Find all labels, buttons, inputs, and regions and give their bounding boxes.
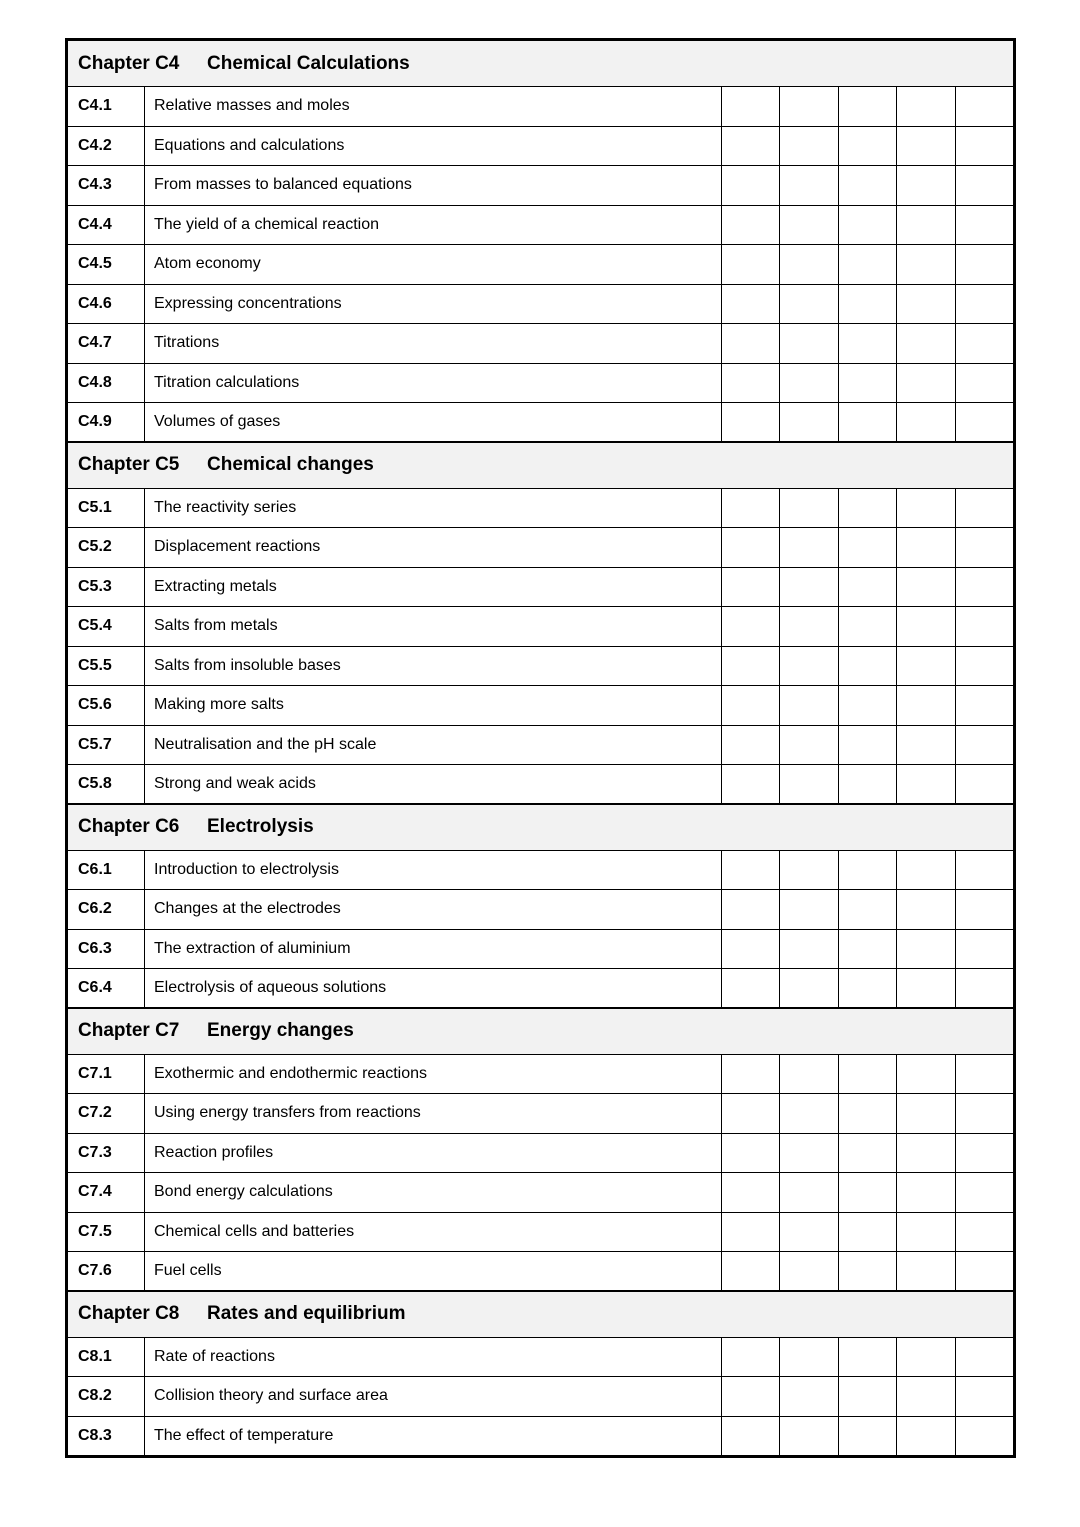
check-box-2[interactable] <box>780 969 838 1009</box>
topic-code: C4.2 <box>68 126 145 166</box>
check-box-5[interactable] <box>955 686 1013 726</box>
check-box-1[interactable] <box>722 1252 780 1292</box>
chapter-code: Chapter C6 <box>78 816 180 838</box>
check-box-3[interactable] <box>838 850 896 890</box>
check-box-4[interactable] <box>897 567 955 607</box>
check-box-4[interactable] <box>897 403 955 443</box>
chapter-header-row <box>68 41 1014 87</box>
check-box-5[interactable] <box>955 1377 1013 1417</box>
topic-code: C6.2 <box>68 890 145 930</box>
check-box-4[interactable] <box>897 725 955 765</box>
chapter-header <box>68 804 1014 850</box>
check-box-5[interactable] <box>955 324 1013 364</box>
topic-title: Expressing concentrations <box>145 284 722 324</box>
topic-code: C5.4 <box>68 607 145 647</box>
check-box-1[interactable] <box>722 363 780 403</box>
check-box-1[interactable] <box>722 1054 780 1094</box>
check-box-1[interactable] <box>722 324 780 364</box>
table-row <box>68 850 1014 890</box>
checklist-table <box>67 40 1014 1456</box>
check-box-3[interactable] <box>838 87 896 127</box>
check-box-3[interactable] <box>838 1133 896 1173</box>
table-row <box>68 363 1014 403</box>
chapter-header-row <box>68 1008 1014 1054</box>
topic-title: Extracting metals <box>145 567 722 607</box>
check-box-2[interactable] <box>780 1133 838 1173</box>
check-box-4[interactable] <box>897 1337 955 1377</box>
table-row <box>68 126 1014 166</box>
topic-code: C7.3 <box>68 1133 145 1173</box>
table-row <box>68 166 1014 206</box>
check-box-3[interactable] <box>838 1337 896 1377</box>
check-box-2[interactable] <box>780 607 838 647</box>
topic-code: C4.1 <box>68 87 145 127</box>
topic-code: C5.6 <box>68 686 145 726</box>
chapter-title: Chemical Calculations <box>207 52 410 74</box>
check-box-4[interactable] <box>897 1252 955 1292</box>
check-box-3[interactable] <box>838 403 896 443</box>
check-box-1[interactable] <box>722 1377 780 1417</box>
check-box-2[interactable] <box>780 1054 838 1094</box>
check-box-2[interactable] <box>780 488 838 528</box>
table-row <box>68 87 1014 127</box>
topic-title: Titrations <box>145 324 722 364</box>
check-box-5[interactable] <box>955 1252 1013 1292</box>
topic-code: C5.8 <box>68 765 145 805</box>
topic-code: C7.6 <box>68 1252 145 1292</box>
topic-title: Collision theory and surface area <box>145 1377 722 1417</box>
check-box-4[interactable] <box>897 1133 955 1173</box>
topic-title: Strong and weak acids <box>145 765 722 805</box>
table-row <box>68 1377 1014 1417</box>
topic-code: C4.8 <box>68 363 145 403</box>
topic-title: Salts from metals <box>145 607 722 647</box>
check-box-3[interactable] <box>838 166 896 206</box>
check-box-1[interactable] <box>722 1173 780 1213</box>
check-box-3[interactable] <box>838 1377 896 1417</box>
chapter-header <box>68 41 1014 87</box>
check-box-5[interactable] <box>955 166 1013 206</box>
check-box-5[interactable] <box>955 87 1013 127</box>
check-box-1[interactable] <box>722 850 780 890</box>
check-box-2[interactable] <box>780 1377 838 1417</box>
check-box-4[interactable] <box>897 166 955 206</box>
check-box-3[interactable] <box>838 488 896 528</box>
check-box-2[interactable] <box>780 284 838 324</box>
check-box-4[interactable] <box>897 1377 955 1417</box>
check-box-3[interactable] <box>838 607 896 647</box>
check-box-5[interactable] <box>955 403 1013 443</box>
check-box-1[interactable] <box>722 245 780 285</box>
chapter-title: Energy changes <box>207 1020 354 1042</box>
topic-code: C5.1 <box>68 488 145 528</box>
check-box-4[interactable] <box>897 646 955 686</box>
check-box-4[interactable] <box>897 1094 955 1134</box>
table-row <box>68 1212 1014 1252</box>
check-box-3[interactable] <box>838 1252 896 1292</box>
table-row <box>68 646 1014 686</box>
chapter-header <box>68 1008 1014 1054</box>
chapter-title: Rates and equilibrium <box>207 1303 406 1325</box>
table-row <box>68 488 1014 528</box>
check-box-2[interactable] <box>780 567 838 607</box>
topic-code: C4.7 <box>68 324 145 364</box>
check-box-4[interactable] <box>897 969 955 1009</box>
check-box-2[interactable] <box>780 324 838 364</box>
topic-title: Rate of reactions <box>145 1337 722 1377</box>
topic-code: C7.2 <box>68 1094 145 1134</box>
check-box-1[interactable] <box>722 725 780 765</box>
chapter-code: Chapter C7 <box>78 1020 180 1042</box>
topic-code: C4.4 <box>68 205 145 245</box>
topic-code: C8.2 <box>68 1377 145 1417</box>
check-box-5[interactable] <box>955 1054 1013 1094</box>
check-box-1[interactable] <box>722 890 780 930</box>
check-box-5[interactable] <box>955 1416 1013 1456</box>
check-box-1[interactable] <box>722 1094 780 1134</box>
check-box-1[interactable] <box>722 686 780 726</box>
check-box-5[interactable] <box>955 126 1013 166</box>
check-box-4[interactable] <box>897 765 955 805</box>
check-box-1[interactable] <box>722 765 780 805</box>
topic-code: C5.5 <box>68 646 145 686</box>
check-box-4[interactable] <box>897 850 955 890</box>
topic-code: C5.2 <box>68 528 145 568</box>
check-box-1[interactable] <box>722 126 780 166</box>
topic-title: Making more salts <box>145 686 722 726</box>
check-box-5[interactable] <box>955 567 1013 607</box>
topic-title: Electrolysis of aqueous solutions <box>145 969 722 1009</box>
chapter-header <box>68 442 1014 488</box>
check-box-3[interactable] <box>838 528 896 568</box>
check-box-3[interactable] <box>838 1094 896 1134</box>
check-box-4[interactable] <box>897 890 955 930</box>
check-box-3[interactable] <box>838 205 896 245</box>
check-box-1[interactable] <box>722 969 780 1009</box>
check-box-4[interactable] <box>897 87 955 127</box>
check-box-3[interactable] <box>838 725 896 765</box>
check-box-1[interactable] <box>722 488 780 528</box>
check-box-3[interactable] <box>838 1173 896 1213</box>
check-box-1[interactable] <box>722 567 780 607</box>
check-box-1[interactable] <box>722 528 780 568</box>
chapter-title: Electrolysis <box>207 816 314 838</box>
check-box-2[interactable] <box>780 929 838 969</box>
topic-code: C7.1 <box>68 1054 145 1094</box>
check-box-4[interactable] <box>897 929 955 969</box>
topic-code: C8.3 <box>68 1416 145 1456</box>
chapter-header-row <box>68 442 1014 488</box>
check-box-5[interactable] <box>955 725 1013 765</box>
check-box-1[interactable] <box>722 166 780 206</box>
topic-title: Fuel cells <box>145 1252 722 1292</box>
topic-title: Salts from insoluble bases <box>145 646 722 686</box>
check-box-2[interactable] <box>780 87 838 127</box>
table-row <box>68 607 1014 647</box>
topic-title: The reactivity series <box>145 488 722 528</box>
table-row <box>68 245 1014 285</box>
check-box-4[interactable] <box>897 686 955 726</box>
check-box-5[interactable] <box>955 245 1013 285</box>
check-box-4[interactable] <box>897 488 955 528</box>
topic-title: Bond energy calculations <box>145 1173 722 1213</box>
check-box-3[interactable] <box>838 969 896 1009</box>
check-box-2[interactable] <box>780 205 838 245</box>
check-box-3[interactable] <box>838 646 896 686</box>
check-box-2[interactable] <box>780 403 838 443</box>
check-box-5[interactable] <box>955 1133 1013 1173</box>
check-box-2[interactable] <box>780 1094 838 1134</box>
chapter-code: Chapter C4 <box>78 52 180 74</box>
check-box-5[interactable] <box>955 765 1013 805</box>
table-row <box>68 567 1014 607</box>
topic-code: C4.6 <box>68 284 145 324</box>
topic-code: C7.5 <box>68 1212 145 1252</box>
topic-code: C6.4 <box>68 969 145 1009</box>
check-box-4[interactable] <box>897 1416 955 1456</box>
topic-title: Exothermic and endothermic reactions <box>145 1054 722 1094</box>
topic-title: Using energy transfers from reactions <box>145 1094 722 1134</box>
topic-code: C4.3 <box>68 166 145 206</box>
check-box-4[interactable] <box>897 284 955 324</box>
check-box-2[interactable] <box>780 1416 838 1456</box>
table-row <box>68 1416 1014 1456</box>
table-row <box>68 528 1014 568</box>
table-row <box>68 205 1014 245</box>
topic-title: Reaction profiles <box>145 1133 722 1173</box>
check-box-2[interactable] <box>780 1173 838 1213</box>
topic-title: Changes at the electrodes <box>145 890 722 930</box>
check-box-1[interactable] <box>722 929 780 969</box>
topic-title: From masses to balanced equations <box>145 166 722 206</box>
topic-title: Atom economy <box>145 245 722 285</box>
check-box-3[interactable] <box>838 929 896 969</box>
check-box-5[interactable] <box>955 1094 1013 1134</box>
topic-code: C8.1 <box>68 1337 145 1377</box>
check-box-2[interactable] <box>780 765 838 805</box>
chapter-header-row <box>68 804 1014 850</box>
check-box-3[interactable] <box>838 1416 896 1456</box>
check-box-1[interactable] <box>722 1416 780 1456</box>
topic-title: The yield of a chemical reaction <box>145 205 722 245</box>
check-box-5[interactable] <box>955 607 1013 647</box>
topic-title: The effect of temperature <box>145 1416 722 1456</box>
check-box-2[interactable] <box>780 890 838 930</box>
check-box-4[interactable] <box>897 245 955 285</box>
check-box-5[interactable] <box>955 646 1013 686</box>
topic-title: The extraction of aluminium <box>145 929 722 969</box>
check-box-2[interactable] <box>780 1212 838 1252</box>
check-box-3[interactable] <box>838 890 896 930</box>
topic-title: Neutralisation and the pH scale <box>145 725 722 765</box>
table-row <box>68 403 1014 443</box>
check-box-5[interactable] <box>955 850 1013 890</box>
check-box-5[interactable] <box>955 969 1013 1009</box>
topic-title: Titration calculations <box>145 363 722 403</box>
check-box-2[interactable] <box>780 363 838 403</box>
table-row <box>68 725 1014 765</box>
chapter-header-row <box>68 1291 1014 1337</box>
check-box-2[interactable] <box>780 166 838 206</box>
check-box-1[interactable] <box>722 646 780 686</box>
chapter-code: Chapter C5 <box>78 454 180 476</box>
topic-code: C6.1 <box>68 850 145 890</box>
table-row <box>68 686 1014 726</box>
check-box-1[interactable] <box>722 403 780 443</box>
check-box-5[interactable] <box>955 1173 1013 1213</box>
check-box-5[interactable] <box>955 284 1013 324</box>
check-box-2[interactable] <box>780 528 838 568</box>
check-box-3[interactable] <box>838 284 896 324</box>
check-box-5[interactable] <box>955 890 1013 930</box>
table-row <box>68 969 1014 1009</box>
check-box-3[interactable] <box>838 567 896 607</box>
check-box-2[interactable] <box>780 646 838 686</box>
table-row <box>68 1173 1014 1213</box>
check-box-2[interactable] <box>780 1337 838 1377</box>
check-box-1[interactable] <box>722 1212 780 1252</box>
check-box-4[interactable] <box>897 607 955 647</box>
check-box-5[interactable] <box>955 1337 1013 1377</box>
check-box-3[interactable] <box>838 1212 896 1252</box>
topic-code: C5.7 <box>68 725 145 765</box>
check-box-2[interactable] <box>780 850 838 890</box>
table-row <box>68 1133 1014 1173</box>
check-box-5[interactable] <box>955 363 1013 403</box>
topic-title: Equations and calculations <box>145 126 722 166</box>
check-box-1[interactable] <box>722 607 780 647</box>
check-box-3[interactable] <box>838 363 896 403</box>
check-box-4[interactable] <box>897 126 955 166</box>
table-row <box>68 929 1014 969</box>
check-box-2[interactable] <box>780 725 838 765</box>
table-row <box>68 1094 1014 1134</box>
topic-code: C7.4 <box>68 1173 145 1213</box>
chapter-code: Chapter C8 <box>78 1303 180 1325</box>
table-row <box>68 765 1014 805</box>
check-box-5[interactable] <box>955 1212 1013 1252</box>
checklist-sheet <box>65 38 1016 1458</box>
check-box-3[interactable] <box>838 324 896 364</box>
check-box-1[interactable] <box>722 1337 780 1377</box>
topic-code: C5.3 <box>68 567 145 607</box>
table-row <box>68 1054 1014 1094</box>
table-row <box>68 1252 1014 1292</box>
check-box-5[interactable] <box>955 205 1013 245</box>
check-box-1[interactable] <box>722 205 780 245</box>
chapter-title: Chemical changes <box>207 454 374 476</box>
check-box-3[interactable] <box>838 686 896 726</box>
check-box-3[interactable] <box>838 1054 896 1094</box>
check-box-4[interactable] <box>897 1054 955 1094</box>
check-box-3[interactable] <box>838 126 896 166</box>
checklist-body <box>68 41 1014 1456</box>
table-row <box>68 324 1014 364</box>
check-box-2[interactable] <box>780 126 838 166</box>
check-box-5[interactable] <box>955 488 1013 528</box>
topic-code: C6.3 <box>68 929 145 969</box>
check-box-5[interactable] <box>955 528 1013 568</box>
check-box-2[interactable] <box>780 245 838 285</box>
topic-title: Displacement reactions <box>145 528 722 568</box>
check-box-4[interactable] <box>897 1173 955 1213</box>
check-box-5[interactable] <box>955 929 1013 969</box>
table-row <box>68 284 1014 324</box>
chapter-header <box>68 1291 1014 1337</box>
check-box-4[interactable] <box>897 363 955 403</box>
check-box-4[interactable] <box>897 528 955 568</box>
check-box-1[interactable] <box>722 1133 780 1173</box>
check-box-1[interactable] <box>722 284 780 324</box>
check-box-1[interactable] <box>722 87 780 127</box>
topic-title: Chemical cells and batteries <box>145 1212 722 1252</box>
topic-title: Introduction to electrolysis <box>145 850 722 890</box>
topic-code: C4.5 <box>68 245 145 285</box>
check-box-3[interactable] <box>838 765 896 805</box>
check-box-4[interactable] <box>897 205 955 245</box>
topic-title: Relative masses and moles <box>145 87 722 127</box>
check-box-4[interactable] <box>897 1212 955 1252</box>
check-box-4[interactable] <box>897 324 955 364</box>
check-box-2[interactable] <box>780 686 838 726</box>
check-box-3[interactable] <box>838 245 896 285</box>
topic-title: Volumes of gases <box>145 403 722 443</box>
topic-code: C4.9 <box>68 403 145 443</box>
check-box-2[interactable] <box>780 1252 838 1292</box>
table-row <box>68 1337 1014 1377</box>
table-row <box>68 890 1014 930</box>
